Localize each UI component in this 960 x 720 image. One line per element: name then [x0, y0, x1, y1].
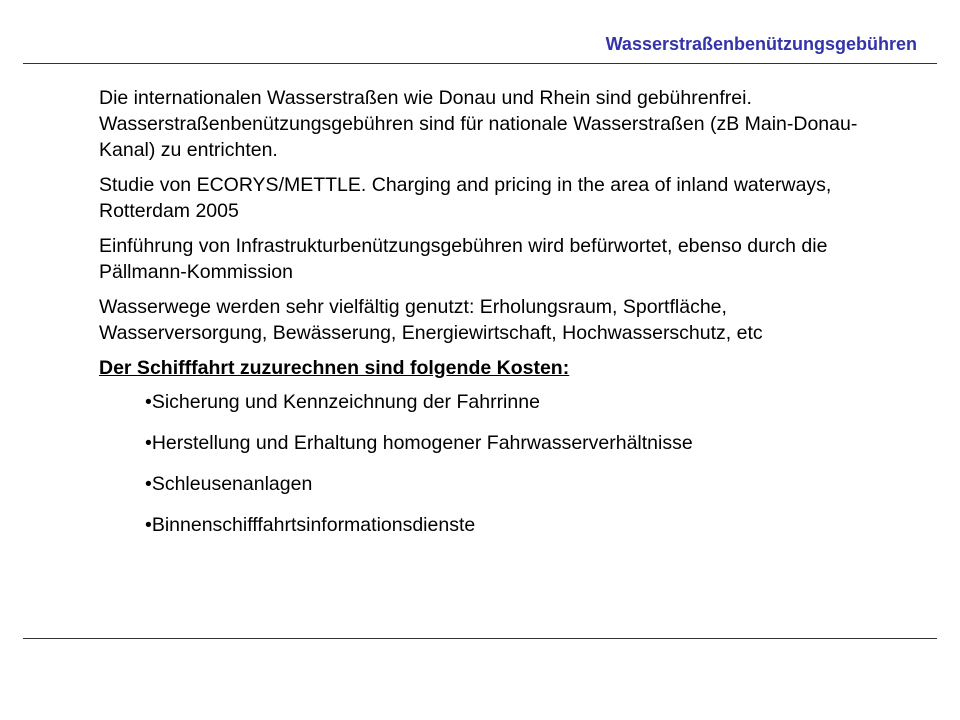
- costs-heading: Der Schifffahrt zuzurechnen sind folgende Kosten:: [99, 357, 570, 379]
- paragraph-infrastructure-fees: Einführung von Infrastrukturbenützungsgebühren wird befürwortet, ebenso durch die Pällmann-Kommission: [99, 235, 828, 283]
- paragraph-waterway-uses: Wasserwege werden sehr vielfältig genutzt: Erholungsraum, Sportfläche, Wasserversorgung, Bewässerung, Energiewirtschaft, Hochwasserschutz, etc: [99, 296, 763, 344]
- list-item: [145, 471, 899, 497]
- list-item: [145, 512, 899, 538]
- slide-content: [99, 85, 899, 553]
- bottom-divider: [23, 638, 937, 639]
- top-divider: [23, 63, 937, 64]
- list-item: [145, 430, 899, 456]
- bullet-icon: •: [145, 473, 152, 495]
- list-item-text: Binnenschifffahrtsinformationsdienste: [151, 514, 476, 536]
- slide-title: Wasserstraßenbenützungsgebühren: [605, 34, 917, 54]
- bullet-icon: •: [145, 432, 152, 454]
- list-item-text: Sicherung und Kennzeichnung der Fahrrinne: [151, 391, 540, 413]
- bullet-icon: •: [145, 514, 152, 536]
- cost-bullet-list: [99, 389, 899, 538]
- list-item: [145, 389, 899, 415]
- bullet-icon: •: [145, 391, 152, 413]
- list-item-text: Herstellung und Erhaltung homogener Fahrwasserverhältnisse: [151, 432, 693, 454]
- list-item-text: Schleusenanlagen: [151, 473, 313, 495]
- paragraph-toll-free-waterways: Die internationalen Wasserstraßen wie Donau und Rhein sind gebührenfrei. Wasserstraßenbenützungsgebühren sind für nationale Wasserstraßen (zB Main-Donau-Kanal) zu entrichten.: [99, 87, 858, 161]
- paragraph-study-reference: Studie von ECORYS/METTLE. Charging and pricing in the area of inland waterways, Rotterdam 2005: [99, 174, 832, 222]
